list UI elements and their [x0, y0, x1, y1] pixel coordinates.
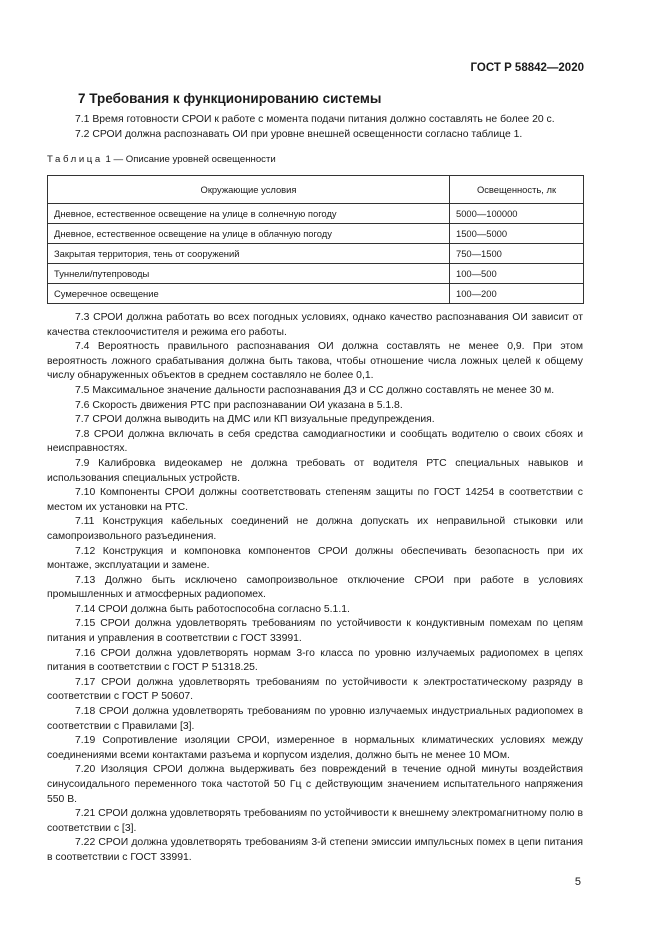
table-cell-conditions: Туннели/путепроводы	[48, 264, 450, 284]
paragraph-7-3: 7.3 СРОИ должна работать во всех погодных условиях, однако качество распознавания ОИ зависит от качества стеклоочистителя и режима его работы.	[47, 312, 583, 338]
table-cell-illumination: 100—200	[450, 284, 584, 304]
paragraph-7-2: 7.2 СРОИ должна распознавать ОИ при уровне внешней освещенности согласно таблице 1.	[75, 129, 523, 140]
paragraph-7-16: 7.16 СРОИ должна удовлетворять нормам 3-го класса по уровню излучаемых радиопомех в цепях питания в соответствии с ГОСТ Р 51318.25.	[47, 647, 583, 674]
paragraph-7-12: 7.12 Конструкция и компоновка компонентов СРОИ должны обеспечивать безопасность при их монтаже, эксплуатации и замене.	[47, 545, 583, 572]
table-cell-conditions: Сумеречное освещение	[48, 284, 450, 304]
paragraph-7-18: 7.18 СРОИ должна удовлетворять требованиям по уровню излучаемых индустриальных радиопомех в соответствии с Правилами [3].	[47, 706, 583, 732]
paragraph-7-1: 7.1 Время готовности СРОИ к работе с момента подачи питания должно составлять не более 20 с.	[75, 114, 555, 125]
table-cell-illumination: 750—1500	[450, 244, 584, 264]
illumination-table	[47, 175, 584, 304]
section-title: 7 Требования к функционированию системы	[78, 91, 382, 106]
table-cell-conditions: Дневное, естественное освещение на улице в солнечную погоду	[48, 204, 450, 224]
paragraph-7-20: 7.20 Изоляция СРОИ должна выдерживать без повреждений в течение одной минуты воздействия синусоидального переменного тока частотой 50 Гц с действующим значением испытательного напряжения 550 В.	[47, 764, 583, 805]
table-row	[48, 264, 584, 284]
standard-designation: ГОСТ Р 58842—2020	[470, 62, 584, 74]
table-cell-illumination: 100—500	[450, 264, 584, 284]
table-header-row	[48, 176, 584, 204]
column-header-conditions: Окружающие условия	[48, 176, 450, 204]
table-cell-conditions: Дневное, естественное освещение на улице в облачную погоду	[48, 224, 450, 244]
paragraph-7-7: 7.7 СРОИ должна выводить на ДМС или КП визуальные предупреждения.	[75, 414, 435, 426]
paragraph-7-17: 7.17 СРОИ должна удовлетворять требованиям по устойчивости к электростатическому разряду в соответствии с ГОСТ Р 50607.	[47, 676, 583, 703]
paragraph-7-15: 7.15 СРОИ должна удовлетворять требованиям по устойчивости к кондуктивным помехам по цепям питания и управления в соответствии с ГОСТ 33991.	[47, 618, 583, 645]
paragraph-7-22: 7.22 СРОИ должна удовлетворять требованиям 3-й степени эмиссии импульсных помех в цепи питания в соответствии с ГОСТ 33991.	[47, 837, 583, 863]
table-row	[48, 284, 584, 304]
paragraph-7-10: 7.10 Компоненты СРОИ должны соответствовать степеням защиты по ГОСТ 14254 в соответствии с местом их установки на РТС.	[47, 487, 583, 513]
table-cell-illumination: 5000—100000	[450, 204, 584, 224]
table-cell-illumination: 1500—5000	[450, 224, 584, 244]
table-row	[48, 204, 584, 224]
paragraph-7-11: 7.11 Конструкция кабельных соединений не должна допускать их неправильной стыковки или самопроизвольного разъединения.	[47, 516, 583, 542]
paragraph-7-8: 7.8 СРОИ должна включать в себя средства самодиагностики и сообщать водителю о своих сбоях и неисправностях.	[47, 428, 583, 455]
paragraph-7-14: 7.14 СРОИ должна быть работоспособна согласно 5.1.1.	[75, 603, 350, 615]
paragraph-7-21: 7.21 СРОИ должна удовлетворять требованиям по устойчивости к внешнему электромагнитному полю в соответствии с [3].	[47, 808, 583, 834]
paragraph-7-6: 7.6 Скорость движения РТС при распознавании ОИ указана в 5.1.8.	[75, 399, 403, 411]
body-text	[47, 311, 583, 866]
table-row	[48, 224, 584, 244]
table-cell-conditions: Закрытая территория, тень от сооружений	[48, 244, 450, 264]
paragraph-7-19: 7.19 Сопротивление изоляции СРОИ, измеренное в нормальных климатических условиях между соединениями всеми контактами разъема и корпусом изделия, должно быть не менее 10 МОм.	[47, 735, 583, 761]
page-number: 5	[574, 876, 581, 888]
table-caption-word: Таблица	[47, 154, 103, 165]
column-header-illumination: Освещенность, лк	[450, 176, 584, 204]
table-row	[48, 244, 584, 264]
table-caption	[47, 154, 276, 165]
table-caption-text: 1 — Описание уровней освещенности	[102, 154, 276, 165]
paragraph-7-4: 7.4 Вероятность правильного распознавания ОИ должна составлять не менее 0,9. При этом вероятность ложного срабатывания должна быть такова, чтобы отношение числа ложных целей к общему числу обнаруженных объектов в среднем составляло не более 0,1.	[47, 341, 583, 382]
paragraph-7-5: 7.5 Максимальное значение дальности распознавания ДЗ и СС должно составлять не менее 30 м.	[75, 384, 555, 396]
paragraph-7-13: 7.13 Должно быть исключено самопроизвольное отключение СРОИ при работе в условиях промышленных и атмосферных радиопомех.	[47, 574, 583, 601]
paragraph-7-9: 7.9 Калибровка видеокамер не должна требовать от водителя РТС специальных навыков и использования специальных устройств.	[47, 457, 583, 484]
